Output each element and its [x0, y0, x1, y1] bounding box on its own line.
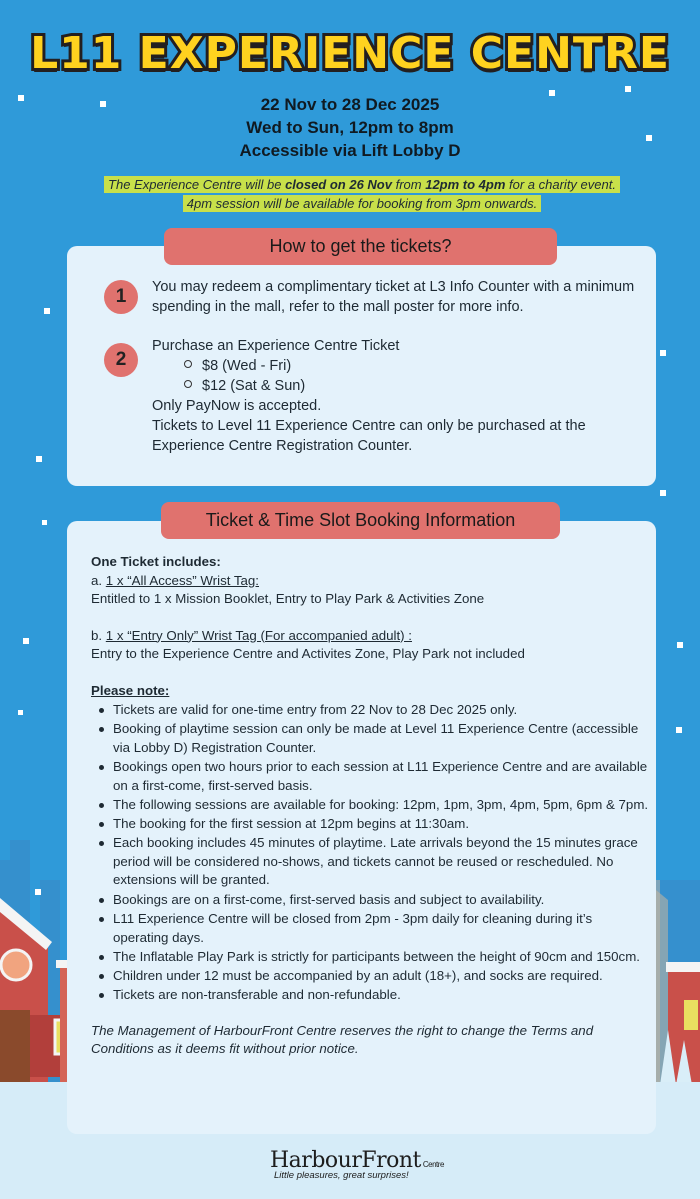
- include-a-desc: Entitled to 1 x Mission Booklet, Entry to Play Park & Activities Zone: [91, 591, 485, 606]
- all-access-tag-label: 1 x “All Access” Wrist Tag:: [105, 572, 259, 588]
- price-weekend: $12 (Sat & Sun): [184, 376, 642, 396]
- include-b: b. 1 x “Entry Only” Wrist Tag (For accompanied adult) :: [91, 627, 412, 643]
- closure-notice: [82, 175, 642, 213]
- note-item: Bookings open two hours prior to each session at L11 Experience Centre and are available on a first-come, first-served basis.: [91, 758, 651, 795]
- event-access: Accessible via Lift Lobby D: [239, 141, 461, 160]
- step-2-intro: Purchase an Experience Centre Ticket: [152, 338, 400, 354]
- include-b-desc: Entry to the Experience Centre and Activites Zone, Play Park not included: [91, 646, 525, 661]
- step-1-badge: 1: [104, 280, 138, 314]
- note-item: Tickets are valid for one-time entry from 22 Nov to 28 Dec 2025 only.: [91, 701, 651, 720]
- tickets-heading: How to get the tickets?: [164, 228, 557, 265]
- logo-suffix: Centre: [422, 1160, 444, 1169]
- step-1-text: You may redeem a complimentary ticket at L3 Info Counter with a minimum spending in the mall, refer to the mall poster for more info.: [152, 279, 635, 315]
- payment-method: Only PayNow is accepted.: [152, 398, 322, 414]
- note-item: L11 Experience Centre will be closed from 2pm - 3pm daily for cleaning during it’s operating days.: [91, 910, 651, 947]
- booking-heading: Ticket & Time Slot Booking Information: [161, 502, 560, 539]
- notice-line-2: 4pm session will be available for booking from 3pm onwards.: [183, 195, 541, 212]
- purchase-location: Tickets to Level 11 Experience Centre can only be purchased at the Experience Centre Registration Counter.: [152, 418, 586, 454]
- note-item: Booking of playtime session can only be made at Level 11 Experience Centre (accessible via Lobby D) Registration Counter.: [91, 720, 651, 757]
- include-a: a. 1 x “All Access” Wrist Tag:: [91, 572, 259, 588]
- price-weekday: $8 (Wed - Fri): [184, 356, 642, 376]
- note-item: Each booking includes 45 minutes of playtime. Late arrivals beyond the 15 minutes grace period will be considered no-shows, and tickets cannot be reused or rescheduled. No extensions will be granted.: [91, 834, 651, 890]
- booking-info: [91, 553, 651, 1059]
- note-item: Children under 12 must be accompanied by an adult (18+), and socks are required.: [91, 967, 651, 986]
- note-title: Please note:: [91, 682, 170, 698]
- event-hours: Wed to Sun, 12pm to 8pm: [246, 118, 454, 137]
- logo-name: HarbourFront: [270, 1148, 421, 1173]
- price-list: [152, 356, 642, 396]
- includes-title: One Ticket includes:: [91, 554, 221, 569]
- notice-closed-time: 12pm to 4pm: [425, 177, 506, 192]
- notice-text: from: [391, 177, 426, 192]
- notice-text: for a charity event.: [505, 177, 616, 192]
- harbourfront-logo: [270, 1148, 444, 1181]
- note-item: The booking for the first session at 12pm begins at 11:30am.: [91, 815, 651, 834]
- logo-tagline: Little pleasures, great surprises!: [274, 1170, 409, 1181]
- entry-only-tag-label: 1 x “Entry Only” Wrist Tag (For accompanied adult) :: [105, 627, 412, 643]
- event-info: [0, 93, 700, 162]
- notice-text: The Experience Centre will be: [108, 177, 286, 192]
- notice-closed-date: closed on 26 Nov: [285, 177, 392, 192]
- step-2-text: [152, 336, 642, 456]
- note-item: The Inflatable Play Park is strictly for participants between the height of 90cm and 150cm.: [91, 948, 651, 967]
- note-item: Bookings are on a first-come, first-served basis and subject to availability.: [91, 891, 651, 910]
- notes-list: [91, 701, 651, 1005]
- event-dates: 22 Nov to 28 Dec 2025: [260, 95, 440, 114]
- note-item: Tickets are non-transferable and non-refundable.: [91, 986, 651, 1005]
- terms-disclaimer: The Management of HarbourFront Centre reserves the right to change the Terms and Conditions as it deems fit without prior notice.: [91, 1022, 594, 1057]
- page-title: L11 EXPERIENCE CENTRE: [30, 28, 670, 79]
- note-item: The following sessions are available for booking: 12pm, 1pm, 3pm, 4pm, 5pm, 6pm & 7pm.: [91, 796, 651, 815]
- step-2-badge: 2: [104, 343, 138, 377]
